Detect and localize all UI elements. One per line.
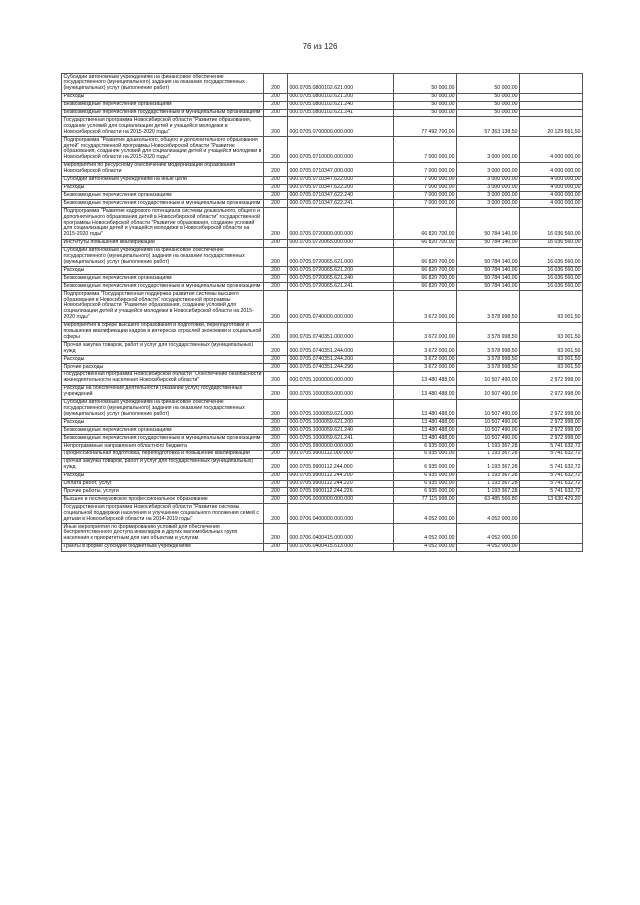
row-executed-amount-cell: 3 578 998,50	[457, 364, 520, 372]
row-executed-amount-cell: 10 507 490,00	[457, 371, 520, 385]
row-approved-amount-cell: 3 672 000,00	[394, 322, 457, 342]
table-row	[62, 322, 583, 342]
table-row	[62, 101, 583, 109]
row-unexecuted-amount-cell: 16 036 560,00	[520, 239, 583, 247]
row-name-cell: Государственная программа Новосибирской области "Развитие образования, создание условий для социализации детей и учащейся молодежи в Новосибирской области на 2015-2020 годы"	[62, 117, 264, 137]
row-classification-code-cell: 000.0705.0740351.244.000	[288, 342, 394, 356]
table-row	[62, 472, 583, 480]
row-approved-amount-cell: 13 480 488,00	[394, 385, 457, 399]
row-name-cell: Государственная программа Новосибирской области "Обеспечение безопасности жизнедеятельности населения Новосибирской области"	[62, 371, 264, 385]
row-classification-code-cell: 000.0706.0400000.000.000	[288, 504, 394, 524]
row-unexecuted-amount-cell	[520, 101, 583, 109]
row-code-cell: 200	[264, 399, 288, 419]
row-approved-amount-cell: 6 935 000,00	[394, 450, 457, 458]
row-classification-code-cell: 000.0705.0740351.244.290	[288, 364, 394, 372]
row-approved-amount-cell: 77 492 700,00	[394, 117, 457, 137]
table-row	[62, 458, 583, 472]
row-approved-amount-cell: 66 820 700,00	[394, 275, 457, 283]
row-executed-amount-cell: 50 784 140,00	[457, 267, 520, 275]
row-classification-code-cell: 000.0705.0800102.621.240	[288, 101, 394, 109]
row-unexecuted-amount-cell: 5 741 632,72	[520, 488, 583, 496]
table-row	[62, 74, 583, 94]
row-classification-code-cell: 000.0705.9900112.000.000	[288, 450, 394, 458]
row-unexecuted-amount-cell: 93 001,50	[520, 364, 583, 372]
row-approved-amount-cell: 7 000 000,00	[394, 176, 457, 184]
row-approved-amount-cell: 13 480 488,00	[394, 399, 457, 419]
row-unexecuted-amount-cell: 93 001,50	[520, 342, 583, 356]
row-executed-amount-cell: 3 000 000,00	[457, 192, 520, 200]
row-code-cell: 200	[264, 504, 288, 524]
row-unexecuted-amount-cell	[520, 543, 583, 551]
row-unexecuted-amount-cell: 93 001,50	[520, 291, 583, 323]
row-approved-amount-cell: 6 935 000,00	[394, 443, 457, 451]
row-unexecuted-amount-cell: 93 001,50	[520, 322, 583, 342]
row-code-cell: 200	[264, 419, 288, 427]
row-classification-code-cell: 000.0705.0800102.621.241	[288, 109, 394, 117]
table-row	[62, 208, 583, 240]
row-executed-amount-cell: 4 052 000,00	[457, 504, 520, 524]
row-unexecuted-amount-cell: 5 741 632,72	[520, 472, 583, 480]
row-executed-amount-cell: 10 507 490,00	[457, 427, 520, 435]
row-executed-amount-cell: 3 578 998,50	[457, 291, 520, 323]
row-executed-amount-cell: 3 578 998,50	[457, 356, 520, 364]
row-unexecuted-amount-cell	[520, 74, 583, 94]
row-name-cell: Институты повышения квалификации	[62, 239, 264, 247]
row-name-cell: Безвозмездные перечисления государственным и муниципальным организациям	[62, 200, 264, 208]
table-row	[62, 385, 583, 399]
row-executed-amount-cell: 50 784 140,00	[457, 275, 520, 283]
row-name-cell: Оплата работ, услуг	[62, 480, 264, 488]
row-name-cell: Безвозмездные перечисления государственным и муниципальным организациям	[62, 435, 264, 443]
table-row	[62, 176, 583, 184]
table-row	[62, 524, 583, 544]
row-approved-amount-cell: 50 000,00	[394, 109, 457, 117]
row-classification-code-cell: 000.0705.0740351.000.000	[288, 322, 394, 342]
row-classification-code-cell: 000.0705.0710347.622.200	[288, 184, 394, 192]
row-executed-amount-cell: 3 000 000,00	[457, 200, 520, 208]
table-row	[62, 109, 583, 117]
row-executed-amount-cell: 4 052 000,00	[457, 543, 520, 551]
row-executed-amount-cell: 3 000 000,00	[457, 137, 520, 163]
row-classification-code-cell: 000.0705.0720065.000.000	[288, 239, 394, 247]
row-approved-amount-cell: 6 935 000,00	[394, 480, 457, 488]
row-code-cell: 200	[264, 524, 288, 544]
row-classification-code-cell: 000.0705.9900112.244.000	[288, 458, 394, 472]
row-executed-amount-cell: 10 507 490,00	[457, 399, 520, 419]
row-name-cell: Расходы	[62, 267, 264, 275]
row-executed-amount-cell: 50 000,00	[457, 93, 520, 101]
row-name-cell: Расходы	[62, 356, 264, 364]
row-code-cell: 200	[264, 176, 288, 184]
row-executed-amount-cell: 50 000,00	[457, 74, 520, 94]
row-code-cell: 200	[264, 371, 288, 385]
row-classification-code-cell: 000.0706.0000000.000.000	[288, 496, 394, 504]
row-approved-amount-cell: 7 000 000,00	[394, 200, 457, 208]
row-classification-code-cell: 000.0705.1000059.621.200	[288, 419, 394, 427]
table-row	[62, 162, 583, 176]
row-executed-amount-cell: 3 000 000,00	[457, 184, 520, 192]
row-approved-amount-cell: 66 820 700,00	[394, 283, 457, 291]
row-executed-amount-cell: 50 784 140,00	[457, 208, 520, 240]
row-name-cell: Субсидии автономным учреждениям на финансовое обеспечение государственного (муниципального) задания на оказание государственных (муниципальных) услуг (выполнение работ)	[62, 399, 264, 419]
table-row	[62, 247, 583, 267]
table-row	[62, 543, 583, 551]
row-code-cell: 200	[264, 364, 288, 372]
row-name-cell: Безвозмездные перечисления государственным и муниципальным организациям	[62, 283, 264, 291]
row-code-cell: 200	[264, 450, 288, 458]
row-code-cell: 200	[264, 192, 288, 200]
row-executed-amount-cell: 1 193 367,28	[457, 488, 520, 496]
row-classification-code-cell: 000.0705.1000059.621.000	[288, 399, 394, 419]
row-unexecuted-amount-cell: 20 129 561,50	[520, 117, 583, 137]
row-unexecuted-amount-cell: 16 036 560,00	[520, 208, 583, 240]
row-name-cell: Безвозмездные перечисления организациям	[62, 192, 264, 200]
row-classification-code-cell: 000.0705.9900000.000.000	[288, 443, 394, 451]
row-name-cell: Прочая закупка товаров, работ и услуг для государственных (муниципальных) нужд	[62, 458, 264, 472]
row-approved-amount-cell: 3 672 000,00	[394, 356, 457, 364]
row-executed-amount-cell: 50 784 140,00	[457, 239, 520, 247]
row-code-cell: 200	[264, 283, 288, 291]
table-row	[62, 283, 583, 291]
row-code-cell: 200	[264, 184, 288, 192]
table-row	[62, 93, 583, 101]
row-unexecuted-amount-cell	[520, 504, 583, 524]
row-classification-code-cell: 000.0705.0710347.622.000	[288, 176, 394, 184]
row-name-cell: Прочие расходы	[62, 364, 264, 372]
row-name-cell: Мероприятия в сфере высшего образования и подготовки, переподготовки и повышения квалификации кадров в интересах отраслей экономики и социальной сферы	[62, 322, 264, 342]
row-classification-code-cell: 000.0705.0740000.000.000	[288, 291, 394, 323]
row-approved-amount-cell: 50 000,00	[394, 74, 457, 94]
row-unexecuted-amount-cell: 2 972 998,00	[520, 371, 583, 385]
table-row	[62, 435, 583, 443]
row-unexecuted-amount-cell	[520, 93, 583, 101]
table-row	[62, 184, 583, 192]
row-name-cell: Расходы	[62, 472, 264, 480]
row-executed-amount-cell: 1 193 367,28	[457, 472, 520, 480]
row-classification-code-cell: 000.0706.0400415.613.000	[288, 543, 394, 551]
row-name-cell: Субсидии автономным учреждениям на иные цели	[62, 176, 264, 184]
row-name-cell: Расходы	[62, 419, 264, 427]
table-row	[62, 364, 583, 372]
table-row	[62, 137, 583, 163]
row-unexecuted-amount-cell: 4 000 000,00	[520, 200, 583, 208]
row-code-cell: 200	[264, 496, 288, 504]
row-unexecuted-amount-cell: 2 972 998,00	[520, 399, 583, 419]
row-approved-amount-cell: 66 820 700,00	[394, 239, 457, 247]
row-code-cell: 200	[264, 322, 288, 342]
table-row	[62, 488, 583, 496]
row-unexecuted-amount-cell: 13 630 429,20	[520, 496, 583, 504]
row-executed-amount-cell: 10 507 490,00	[457, 385, 520, 399]
row-classification-code-cell: 000.0705.0720065.621.241	[288, 283, 394, 291]
row-name-cell: Непрограммные направления областного бюджета	[62, 443, 264, 451]
row-approved-amount-cell: 4 052 000,00	[394, 504, 457, 524]
row-classification-code-cell: 000.0706.0400415.000.000	[288, 524, 394, 544]
row-name-cell: Расходы на обеспечение деятельности (оказание услуг) государственных учреждений	[62, 385, 264, 399]
row-code-cell: 200	[264, 267, 288, 275]
row-classification-code-cell: 000.0705.0720065.621.200	[288, 267, 394, 275]
row-name-cell: Подпрограмма "Развитие кадрового потенциала системы дошкольного, общего и дополнительного образования детей в Новосибирской области" государственной программы Новосибирской области "Развитие образования, создание условий для социализации детей и учащейся молодежи в Новосибирской области на 2015-2020 годы"	[62, 208, 264, 240]
row-name-cell: Государственная программа Новосибирской области "Развитие системы социальной поддержки населения и улучшение социального положения семей с детьми в Новосибирской области на 2014-2019 годы"	[62, 504, 264, 524]
row-unexecuted-amount-cell: 2 972 998,00	[520, 435, 583, 443]
row-name-cell: Расходы	[62, 184, 264, 192]
row-unexecuted-amount-cell: 5 741 632,72	[520, 458, 583, 472]
row-name-cell: Иные мероприятия по формированию условий для обеспечения беспрепятственного доступа инвалидов и других маломобильных групп населения к приоритетным для них объектам и услугам	[62, 524, 264, 544]
row-executed-amount-cell: 1 193 367,28	[457, 480, 520, 488]
row-name-cell: Безвозмездные перечисления государственным и муниципальным организациям	[62, 109, 264, 117]
row-classification-code-cell: 000.0705.0740351.244.200	[288, 356, 394, 364]
row-code-cell: 200	[264, 162, 288, 176]
row-unexecuted-amount-cell	[520, 524, 583, 544]
table-row	[62, 371, 583, 385]
row-approved-amount-cell: 13 480 488,00	[394, 371, 457, 385]
table-row	[62, 342, 583, 356]
row-approved-amount-cell: 77 115 998,00	[394, 496, 457, 504]
row-classification-code-cell: 000.0705.0710347.000.000	[288, 162, 394, 176]
row-approved-amount-cell: 6 935 000,00	[394, 488, 457, 496]
row-unexecuted-amount-cell: 5 741 632,72	[520, 443, 583, 451]
row-unexecuted-amount-cell: 93 001,50	[520, 356, 583, 364]
row-approved-amount-cell: 66 820 700,00	[394, 208, 457, 240]
row-executed-amount-cell: 50 000,00	[457, 109, 520, 117]
row-code-cell: 200	[264, 458, 288, 472]
table-row	[62, 291, 583, 323]
row-executed-amount-cell: 57 363 138,50	[457, 117, 520, 137]
row-approved-amount-cell: 50 000,00	[394, 101, 457, 109]
row-classification-code-cell: 000.0705.1000059.621.240	[288, 427, 394, 435]
row-approved-amount-cell: 66 820 700,00	[394, 247, 457, 267]
table-row	[62, 356, 583, 364]
table-row	[62, 496, 583, 504]
row-name-cell: Субсидии автономным учреждениям на финансовое обеспечение государственного (муниципального) задания на оказание государственных (муниципальных) услуг (выполнение работ)	[62, 247, 264, 267]
row-code-cell: 200	[264, 291, 288, 323]
row-unexecuted-amount-cell: 2 972 998,00	[520, 419, 583, 427]
row-code-cell: 200	[264, 200, 288, 208]
row-code-cell: 200	[264, 239, 288, 247]
row-name-cell: Субсидии автономным учреждениям на финансовое обеспечение государственного (муниципального) задания на оказание государственных (муниципальных) услуг (выполнение работ)	[62, 74, 264, 94]
row-approved-amount-cell: 66 820 700,00	[394, 267, 457, 275]
row-approved-amount-cell: 6 935 000,00	[394, 458, 457, 472]
row-approved-amount-cell: 4 052 000,00	[394, 543, 457, 551]
row-unexecuted-amount-cell: 4 000 000,00	[520, 192, 583, 200]
row-executed-amount-cell: 1 193 367,28	[457, 458, 520, 472]
row-approved-amount-cell: 3 672 000,00	[394, 291, 457, 323]
row-executed-amount-cell: 10 507 490,00	[457, 435, 520, 443]
table-row	[62, 267, 583, 275]
row-classification-code-cell: 000.0705.0710000.000.000	[288, 137, 394, 163]
row-executed-amount-cell: 3 000 000,00	[457, 176, 520, 184]
row-unexecuted-amount-cell	[520, 109, 583, 117]
table-row	[62, 192, 583, 200]
row-classification-code-cell: 000.0705.9900112.244.220	[288, 480, 394, 488]
row-code-cell: 200	[264, 342, 288, 356]
row-code-cell: 200	[264, 93, 288, 101]
row-unexecuted-amount-cell: 5 741 632,72	[520, 480, 583, 488]
row-code-cell: 200	[264, 472, 288, 480]
row-code-cell: 200	[264, 488, 288, 496]
row-name-cell: Мероприятия по ресурсному обеспечению модернизации образования Новосибирской области	[62, 162, 264, 176]
row-approved-amount-cell: 7 000 000,00	[394, 162, 457, 176]
row-executed-amount-cell: 3 578 998,50	[457, 322, 520, 342]
row-unexecuted-amount-cell: 2 972 998,00	[520, 385, 583, 399]
row-code-cell: 200	[264, 427, 288, 435]
row-unexecuted-amount-cell: 16 036 560,00	[520, 283, 583, 291]
row-code-cell: 200	[264, 208, 288, 240]
row-unexecuted-amount-cell: 2 972 998,00	[520, 427, 583, 435]
row-code-cell: 200	[264, 275, 288, 283]
row-name-cell: Расходы	[62, 93, 264, 101]
row-approved-amount-cell: 4 052 000,00	[394, 524, 457, 544]
row-approved-amount-cell: 13 480 488,00	[394, 419, 457, 427]
row-classification-code-cell: 000.0705.0700000.000.000	[288, 117, 394, 137]
row-name-cell: Профессиональная подготовка, переподготовка и повышение квалификации	[62, 450, 264, 458]
row-classification-code-cell: 000.0705.9900112.244.200	[288, 472, 394, 480]
row-approved-amount-cell: 3 672 000,00	[394, 364, 457, 372]
row-executed-amount-cell: 50 784 140,00	[457, 247, 520, 267]
row-name-cell: Безвозмездные перечисления организациям	[62, 275, 264, 283]
row-unexecuted-amount-cell: 4 000 000,00	[520, 184, 583, 192]
row-code-cell: 200	[264, 247, 288, 267]
row-code-cell: 200	[264, 74, 288, 94]
row-approved-amount-cell: 3 672 000,00	[394, 342, 457, 356]
row-approved-amount-cell: 7 000 000,00	[394, 192, 457, 200]
row-name-cell: Подпрограмма "Государственная поддержка развития системы высшего образования в Новосибирской области" государственной программы Новосибирской области "Развитие образования, создание условий для социализации детей и учащейся молодежи в Новосибирской области на 2015-2020 годы"	[62, 291, 264, 323]
row-approved-amount-cell: 50 000,00	[394, 93, 457, 101]
row-classification-code-cell: 000.0705.0710347.622.241	[288, 200, 394, 208]
row-executed-amount-cell: 63 485 566,80	[457, 496, 520, 504]
table-row	[62, 117, 583, 137]
row-unexecuted-amount-cell: 4 000 000,00	[520, 176, 583, 184]
row-unexecuted-amount-cell: 4 000 000,00	[520, 162, 583, 176]
row-executed-amount-cell: 3 578 998,50	[457, 342, 520, 356]
row-code-cell: 200	[264, 443, 288, 451]
row-code-cell: 200	[264, 137, 288, 163]
row-executed-amount-cell: 1 193 367,28	[457, 443, 520, 451]
row-classification-code-cell: 000.0705.0710347.622.240	[288, 192, 394, 200]
budget-table-body	[62, 74, 583, 552]
row-name-cell: Безвозмездные перечисления организациям	[62, 427, 264, 435]
row-classification-code-cell: 000.0705.1000059.621.241	[288, 435, 394, 443]
row-code-cell: 200	[264, 435, 288, 443]
row-name-cell: Прочие работы, услуги	[62, 488, 264, 496]
row-classification-code-cell: 000.0705.0800102.621.000	[288, 74, 394, 94]
row-code-cell: 200	[264, 480, 288, 488]
row-unexecuted-amount-cell: 16 036 560,00	[520, 247, 583, 267]
table-row	[62, 443, 583, 451]
row-code-cell: 200	[264, 356, 288, 364]
row-classification-code-cell: 000.0705.0720065.621.240	[288, 275, 394, 283]
row-classification-code-cell: 000.0705.0800102.621.200	[288, 93, 394, 101]
row-approved-amount-cell: 7 000 000,00	[394, 137, 457, 163]
row-unexecuted-amount-cell: 5 741 632,72	[520, 450, 583, 458]
row-classification-code-cell: 000.0705.1000059.000.000	[288, 385, 394, 399]
row-classification-code-cell: 000.0705.9900112.244.226	[288, 488, 394, 496]
budget-table	[61, 73, 583, 552]
row-classification-code-cell: 000.0705.0720000.000.000	[288, 208, 394, 240]
table-row	[62, 480, 583, 488]
row-executed-amount-cell: 50 784 140,00	[457, 283, 520, 291]
row-unexecuted-amount-cell: 16 036 560,00	[520, 267, 583, 275]
row-classification-code-cell: 000.0705.1000000.000.000	[288, 371, 394, 385]
table-row	[62, 504, 583, 524]
row-code-cell: 200	[264, 385, 288, 399]
row-executed-amount-cell: 1 193 367,28	[457, 450, 520, 458]
table-row	[62, 239, 583, 247]
row-code-cell: 200	[264, 101, 288, 109]
row-executed-amount-cell: 50 000,00	[457, 101, 520, 109]
row-approved-amount-cell: 7 000 000,00	[394, 184, 457, 192]
row-unexecuted-amount-cell: 4 000 000,00	[520, 137, 583, 163]
table-row	[62, 399, 583, 419]
table-row	[62, 275, 583, 283]
row-unexecuted-amount-cell: 16 036 560,00	[520, 275, 583, 283]
row-executed-amount-cell: 4 052 000,00	[457, 524, 520, 544]
row-executed-amount-cell: 3 000 000,00	[457, 162, 520, 176]
row-approved-amount-cell: 13 480 488,00	[394, 435, 457, 443]
row-classification-code-cell: 000.0705.0720065.621.000	[288, 247, 394, 267]
row-code-cell: 200	[264, 117, 288, 137]
row-code-cell: 200	[264, 109, 288, 117]
table-row	[62, 419, 583, 427]
row-name-cell: Высшее и послевузовское профессиональное образование	[62, 496, 264, 504]
row-name-cell: Прочая закупка товаров, работ и услуг для государственных (муниципальных) нужд	[62, 342, 264, 356]
row-executed-amount-cell: 10 507 490,00	[457, 419, 520, 427]
table-row	[62, 200, 583, 208]
row-name-cell: Подпрограмма "Развитие дошкольного, общего и дополнительного образования детей" государственной программы Новосибирской области "Развитие образования, создание условий для социализации детей и учащейся молодежи в Новосибирской области на 2015-2020 годы"	[62, 137, 264, 163]
table-row	[62, 427, 583, 435]
table-row	[62, 450, 583, 458]
page-number: 76 из 126	[302, 42, 338, 51]
row-code-cell: 200	[264, 543, 288, 551]
row-approved-amount-cell: 13 480 488,00	[394, 427, 457, 435]
row-approved-amount-cell: 6 935 000,00	[394, 472, 457, 480]
row-name-cell: Безвозмездные перечисления организациям	[62, 101, 264, 109]
row-name-cell: Гранты в форме субсидии бюджетным учреждениям	[62, 543, 264, 551]
